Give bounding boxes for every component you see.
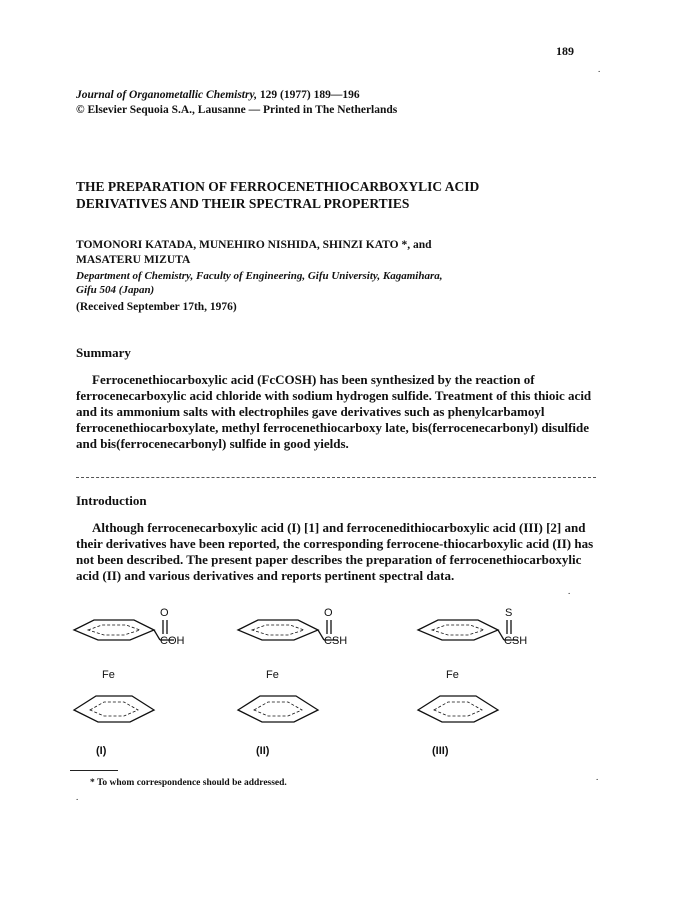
footnote: * To whom correspondence should be addressed. bbox=[90, 778, 287, 788]
cp-ring-bottom-inner bbox=[434, 702, 482, 716]
cp-ring-top-inner bbox=[252, 625, 304, 635]
affiliation-line-1: Department of Chemistry, Faculty of Engineering, Gifu University, Kagamihara, bbox=[76, 270, 443, 282]
introduction-paragraph bbox=[76, 520, 600, 584]
atom-top: S bbox=[505, 607, 513, 619]
introduction-heading: Introduction bbox=[76, 493, 147, 508]
cp-ring-bottom-inner bbox=[90, 702, 138, 716]
metal-label: Fe bbox=[446, 669, 459, 681]
speck: . bbox=[598, 64, 601, 74]
speck: . bbox=[568, 586, 571, 596]
chemical-structures-figure bbox=[0, 604, 677, 764]
compound-label: (I) bbox=[96, 745, 107, 757]
journal-volume: 129 (1977) 189—196 bbox=[257, 89, 360, 101]
cp-ring-bottom bbox=[238, 696, 318, 722]
speck: . bbox=[76, 792, 79, 802]
title-line-1: THE PREPARATION OF FERROCENETHIOCARBOXYLIC ACID bbox=[76, 179, 480, 194]
publisher-line: © Elsevier Sequoia S.A., Lausanne — Printed in The Netherlands bbox=[76, 104, 398, 116]
speck: . bbox=[596, 772, 599, 782]
cp-ring-top bbox=[238, 620, 318, 640]
affiliation-line-2: Gifu 504 (Japan) bbox=[76, 284, 155, 296]
title-line-2: DERIVATIVES AND THEIR SPECTRAL PROPERTIES bbox=[76, 196, 410, 211]
structure-I bbox=[74, 607, 185, 757]
introduction-text: Although ferrocenecarboxylic acid (I) [1] and ferrocenedithiocarboxylic acid (III) [2] and their derivatives have been reported, the corresponding ferrocene-thiocarboxylic acid (II) has not been described. The present paper describes the preparation of ferrocenethiocarboxylic acid (II) and various derivatives and reports pertinent spectral data. bbox=[76, 520, 594, 583]
authors-line-1: TOMONORI KATADA, MUNEHIRO NISHIDA, SHINZI KATO *, and bbox=[76, 239, 432, 251]
cp-ring-bottom bbox=[74, 696, 154, 722]
metal-label: Fe bbox=[266, 669, 279, 681]
cp-ring-top-inner bbox=[88, 625, 140, 635]
section-divider bbox=[76, 477, 596, 478]
cp-ring-bottom-inner bbox=[254, 702, 302, 716]
atom-top: O bbox=[324, 607, 333, 619]
summary-paragraph bbox=[76, 372, 600, 452]
cp-ring-bottom bbox=[418, 696, 498, 722]
authors bbox=[76, 238, 526, 268]
structure-II bbox=[238, 607, 347, 757]
page-number: 189 bbox=[556, 44, 574, 58]
compound-label: (II) bbox=[256, 745, 270, 757]
received-date: (Received September 17th, 1976) bbox=[76, 301, 237, 313]
compound-label: (III) bbox=[432, 745, 449, 757]
atom-top: O bbox=[160, 607, 169, 619]
summary-heading: Summary bbox=[76, 345, 131, 360]
authors-line-2: MASATERU MIZUTA bbox=[76, 254, 191, 266]
affiliation bbox=[76, 269, 546, 297]
structure-III bbox=[418, 607, 527, 757]
journal-citation bbox=[76, 88, 397, 118]
footnote-rule bbox=[70, 770, 118, 771]
summary-text: Ferrocenethiocarboxylic acid (FcCOSH) has been synthesized by the reaction of ferrocenecarboxylic acid chloride with sodium hydrogen sulfide. Treatment of this thioic acid and its ammonium salts with electrophiles gave derivatives such as phenylcarbamoyl ferrocenethiocarboxylate, methyl ferrocenethiocarboxy late, bis(ferrocenecarbonyl) disulfide and bis(ferrocenecarbonyl) sulfide in good yields. bbox=[76, 372, 592, 451]
group-label: COH bbox=[160, 635, 185, 647]
group-label: CSH bbox=[504, 635, 528, 647]
metal-label: Fe bbox=[102, 669, 115, 681]
cp-ring-top bbox=[418, 620, 498, 640]
cp-ring-top bbox=[74, 620, 154, 640]
journal-name: Journal of Organometallic Chemistry, bbox=[76, 89, 258, 101]
paper-title bbox=[76, 178, 556, 212]
group-label: CSH bbox=[324, 635, 348, 647]
cp-ring-top-inner bbox=[432, 625, 484, 635]
